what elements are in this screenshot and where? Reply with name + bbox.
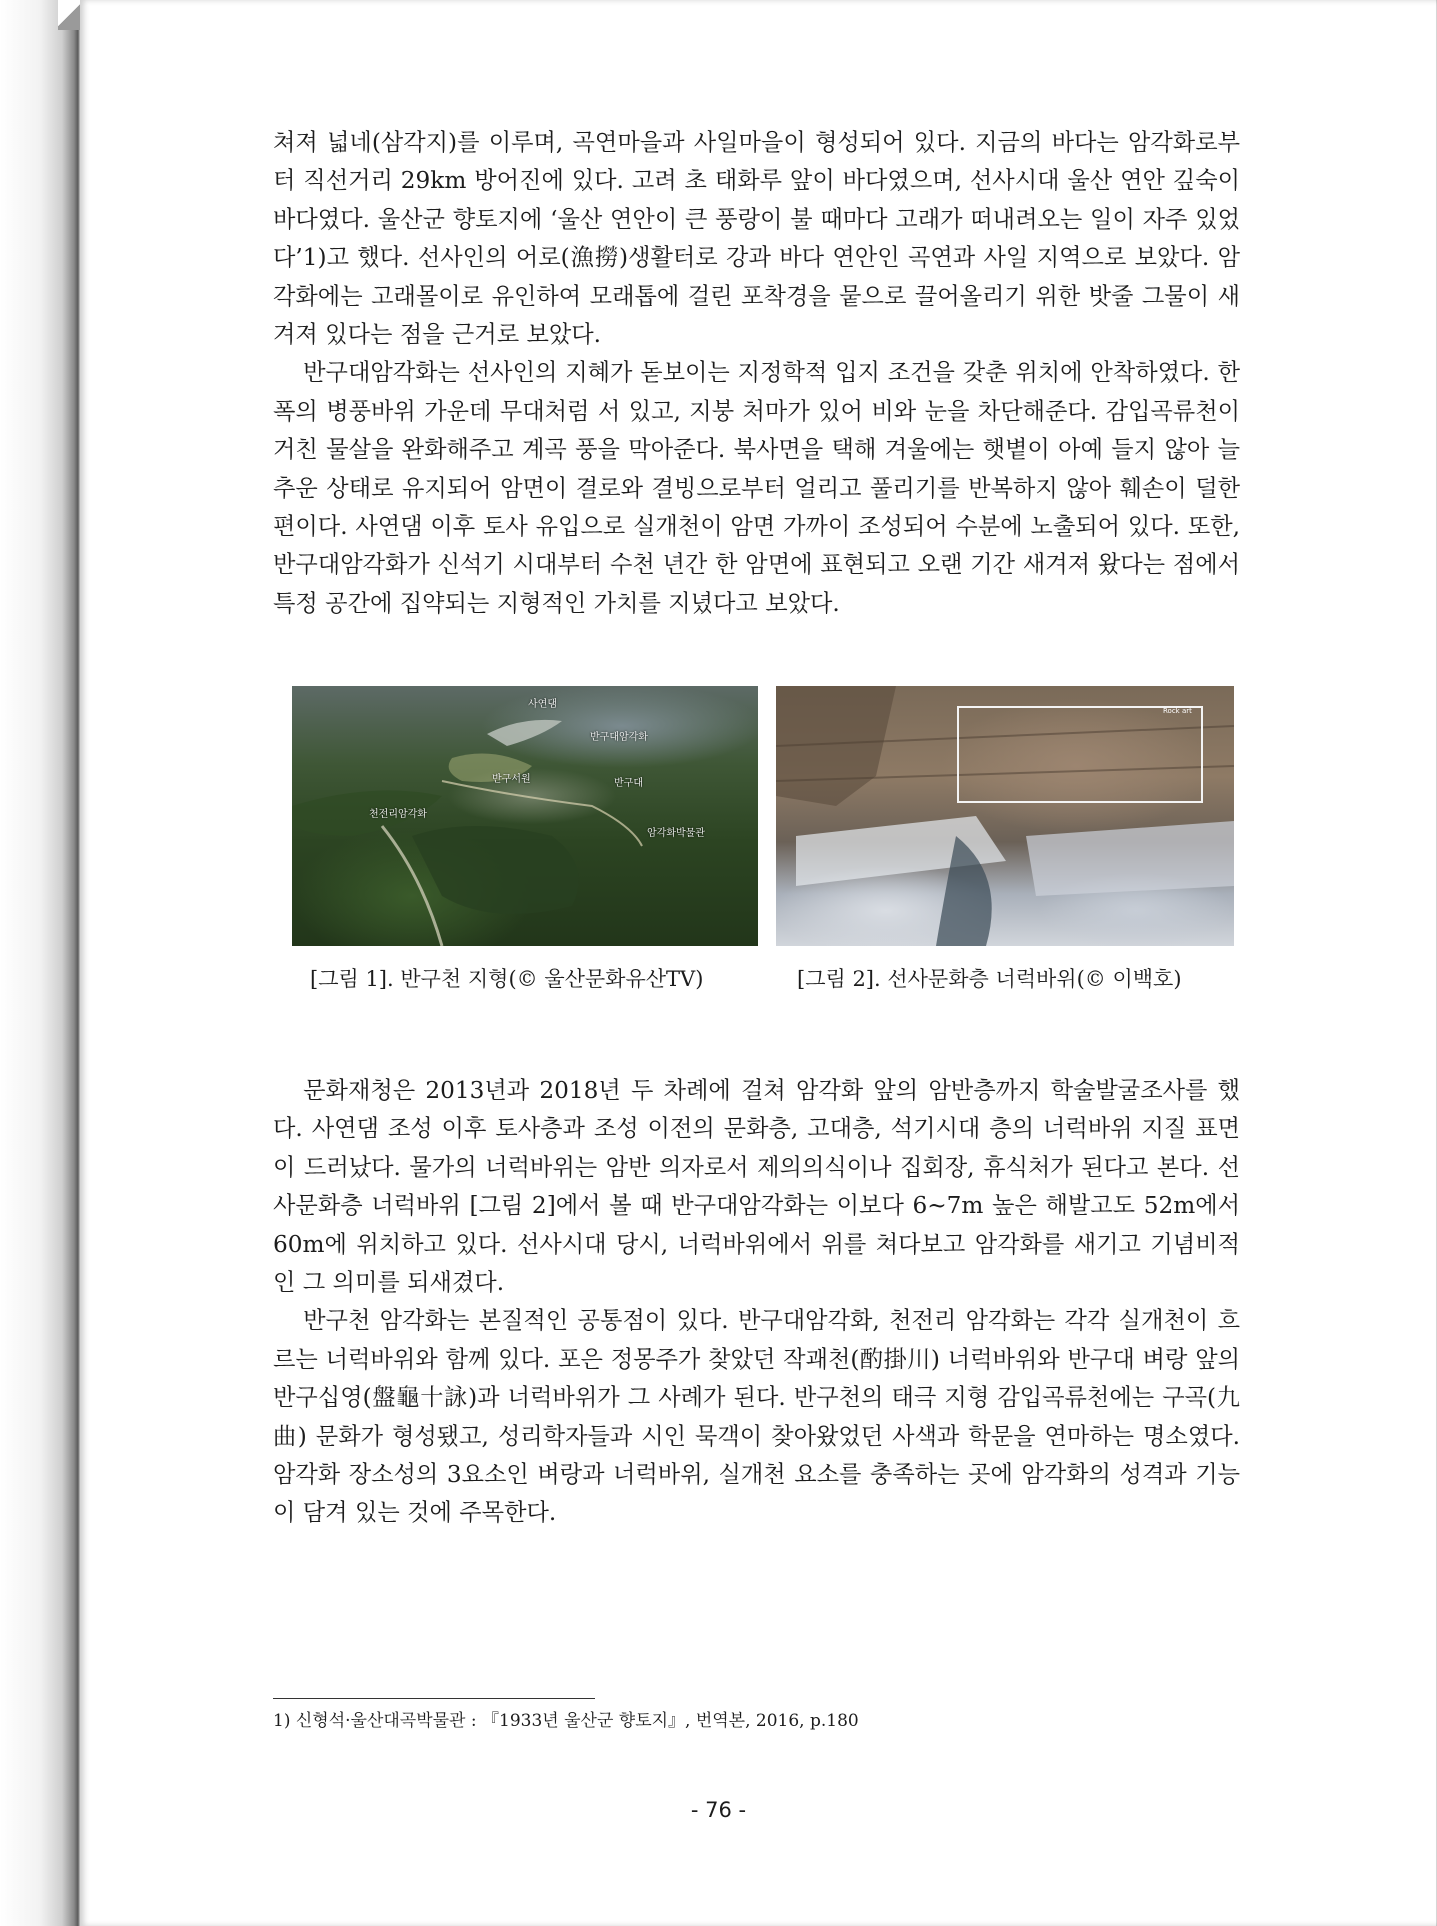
label-bangu-seowon: 반구서원	[492, 774, 531, 785]
page-number: - 76 -	[690, 1798, 747, 1822]
paragraph-3: 문화재청은 2013년과 2018년 두 차례에 걸쳐 암각화 앞의 암반층까지 학술발굴조사를 했다. 사연댐 조성 이후 토사층과 조성 이전의 문화층, 고대층, 석기시대 층의 너럭바위 지질 표면이 드러났다. 물가의 너럭바위는 암반 의자로서 제의의식이나 집회장, 휴식처가 된다고 본다. 선사문화층 너럭바위 [그림 2]에서 볼 때 반구대암각화는 이보다 6~7m 높은 해발고도 52m에서 60m에 위치하고 있다. 선사시대 당시, 너럭바위에서 위를 쳐다보고 암각화를 새기고 기념비적인 그 의미를 되새겼다.	[273, 1077, 1240, 1297]
paragraph-2: 반구대암각화는 선사인의 지혜가 돋보이는 지정학적 입지 조건을 갖춘 위치에 안착하였다. 한 폭의 병풍바위 가운데 무대처럼 서 있고, 지붕 처마가 있어 비와 눈을 차단해준다. 감입곡류천이 거친 물살을 완화해주고 계곡 풍을 막아준다. 북사면을 택해 겨울에는 햇볕이 아예 들지 않아 늘 추운 상태로 유지되어 암면이 결로와 결빙으로부터 얼리고 풀리기를 반복하지 않아 훼손이 덜한 편이다. 사연댐 이후 토사 유입으로 실개천이 암면 가까이 조성되어 수분에 노출되어 있다. 또한, 반구대암각화가 신석기 시대부터 수천 년간 한 암면에 표현되고 오랜 기간 새겨져 왔다는 점에서 특정 공간에 집약되는 지형적인 가치를 지녔다고 보았다.	[273, 359, 1240, 617]
label-cheonjeonri-petroglyphs: 천전리암각화	[369, 809, 427, 820]
label-petroglyph-museum: 암각화박물관	[647, 828, 705, 839]
figure-1-caption: [그림 1]. 반구천 지형(© 울산문화유산TV)	[310, 967, 704, 991]
footnote-divider	[273, 1698, 595, 1699]
page-corner	[58, 0, 80, 30]
footnote-1: 1) 신형석·울산대곡박물관 : 『1933년 울산군 향토지』, 번역본, 2016, p.180	[273, 1711, 859, 1731]
body-text-top	[273, 124, 1240, 623]
body-text-bottom	[273, 1072, 1240, 1533]
book-binding-edge	[0, 0, 80, 1926]
label-bangudae: 반구대	[614, 778, 643, 789]
terrain-illustration	[292, 686, 758, 946]
label-sayeon-dam: 사연댐	[528, 699, 557, 710]
rock-art-highlight-box	[957, 706, 1203, 803]
label-bangudae-petroglyphs: 반구대암각화	[590, 732, 648, 743]
figure-1-aerial-photo	[292, 686, 758, 946]
figure-2-rock-photo	[776, 686, 1234, 946]
figure-2-caption: [그림 2]. 선사문화층 너럭바위(© 이백호)	[797, 967, 1182, 991]
paragraph-4: 반구천 암각화는 본질적인 공통점이 있다. 반구대암각화, 천전리 암각화는 각각 실개천이 흐르는 너럭바위와 함께 있다. 포은 정몽주가 찾았던 작괘천(酌掛川) 너럭바위와 반구대 벼랑 앞의 반구십영(盤龜十詠)과 너럭바위가 그 사례가 된다. 반구천의 태극 지형 감입곡류천에는 구곡(九曲) 문화가 형성됐고, 성리학자들과 시인 묵객이 찾아왔었던 사색과 학문을 연마하는 명소였다. 암각화 장소성의 3요소인 벼랑과 너럭바위, 실개천 요소를 충족하는 곳에 암각화의 성격과 기능이 담겨 있는 것에 주목한다.	[273, 1307, 1240, 1527]
paragraph-1: 쳐져 넓네(삼각지)를 이루며, 곡연마을과 사일마을이 형성되어 있다. 지금의 바다는 암각화로부터 직선거리 29km 방어진에 있다. 고려 초 태화루 앞이 바다였으며, 선사시대 울산 연안 깊숙이 바다였다. 울산군 향토지에 ‘울산 연안이 큰 풍랑이 불 때마다 고래가 떠내려오는 일이 자주 있었다’1)고 했다. 선사인의 어로(漁撈)생활터로 강과 바다 연안인 곡연과 사일 지역으로 보았다. 암각화에는 고래몰이로 유인하여 모래톱에 걸린 포착경을 뭍으로 끌어올리기 위한 밧줄 그물이 새겨져 있다는 점을 근거로 보았다.	[273, 129, 1240, 349]
rock-art-box-label: Rock art	[1163, 707, 1192, 715]
